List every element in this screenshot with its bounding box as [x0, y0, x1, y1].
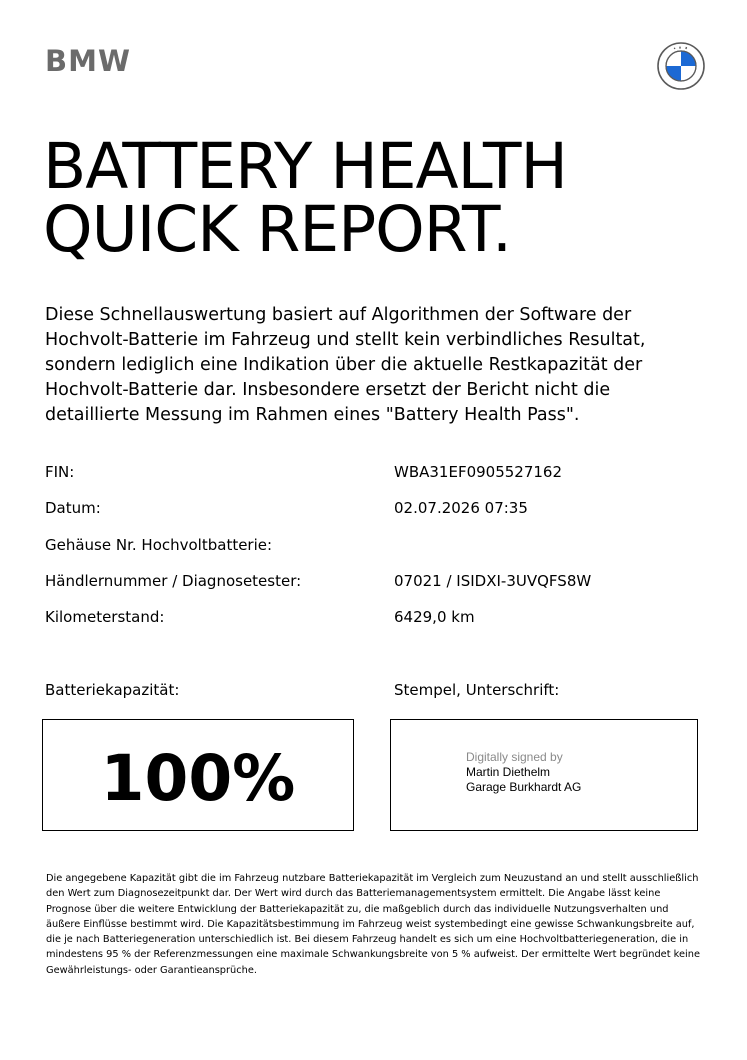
report-title-line-2: QUICK REPORT.	[43, 193, 511, 266]
mileage-label: Kilometerstand:	[45, 608, 165, 626]
signature-box	[390, 719, 698, 831]
report-title	[43, 130, 567, 266]
fin-value: WBA31EF0905527162	[394, 463, 563, 481]
fin-label: FIN:	[45, 463, 75, 481]
brand-wordmark: BMW	[45, 44, 131, 78]
dealer-tester-label: Händlernummer / Diagnosetester:	[45, 572, 302, 590]
capacity-label: Batteriekapazität:	[45, 681, 180, 699]
bmw-roundel-icon	[657, 42, 705, 90]
signer-company: Garage Burkhardt AG	[466, 780, 582, 794]
capacity-box	[42, 719, 354, 831]
signed-by-label: Digitally signed by	[466, 750, 563, 764]
mileage-value: 6429,0 km	[394, 608, 475, 626]
signer-name: Martin Diethelm	[466, 765, 551, 779]
report-title-line-1: BATTERY HEALTH	[43, 130, 567, 203]
disclaimer-text: Die angegebene Kapazität gibt die im Fahrzeug nutzbare Batteriekapazität im Vergleich zum Neuzustand an und stellt ausschließlich den Wert zum Diagnosezeitpunkt dar. Der Wert wird durch das Batteriemanagementsystem ermittelt. Die Angabe lässt keine Prognose über die weitere Entwicklung der Batteriekapazität zu, die maßgeblich durch das individuelle Nutzungsverhalten und äußere Einflüsse bestimmt wird. Die Kapazitätsbestimmung im Fahrzeug weist systembedingt eine gewisse Schwankungsbreite auf, die je nach Batteriegeneration unterschiedlich ist. Bei diesem Fahrzeug handelt es sich um eine Hochvoltbatteriegeneration, die in mindestens 95 % der Referenzmessungen eine maximale Schwankungsbreite von 5 % aufweist. Der ermittelte Wert begründet keine Gewährleistungs- oder Garantieansprüche.	[46, 873, 700, 976]
date-label: Datum:	[45, 499, 101, 517]
capacity-value: 100%	[100, 742, 296, 815]
stamp-signature-label: Stempel, Unterschrift:	[394, 681, 560, 699]
digital-signature	[466, 750, 581, 795]
battery-housing-label: Gehäuse Nr. Hochvoltbatterie:	[45, 536, 273, 554]
date-value: 02.07.2026 07:35	[394, 499, 528, 517]
intro-paragraph: Diese Schnellauswertung basiert auf Algorithmen der Software der Hochvolt-Batterie im Fahrzeug und stellt kein verbindliches Resultat, sondern lediglich eine Indikation über die aktuelle Restkapazität der Hochvolt-Batterie dar. Insbesondere ersetzt der Bericht nicht die detaillierte Messung im Rahmen eines "Battery Health Pass".	[45, 305, 646, 425]
dealer-tester-value: 07021 / ISIDXI-3UVQFS8W	[394, 572, 592, 590]
